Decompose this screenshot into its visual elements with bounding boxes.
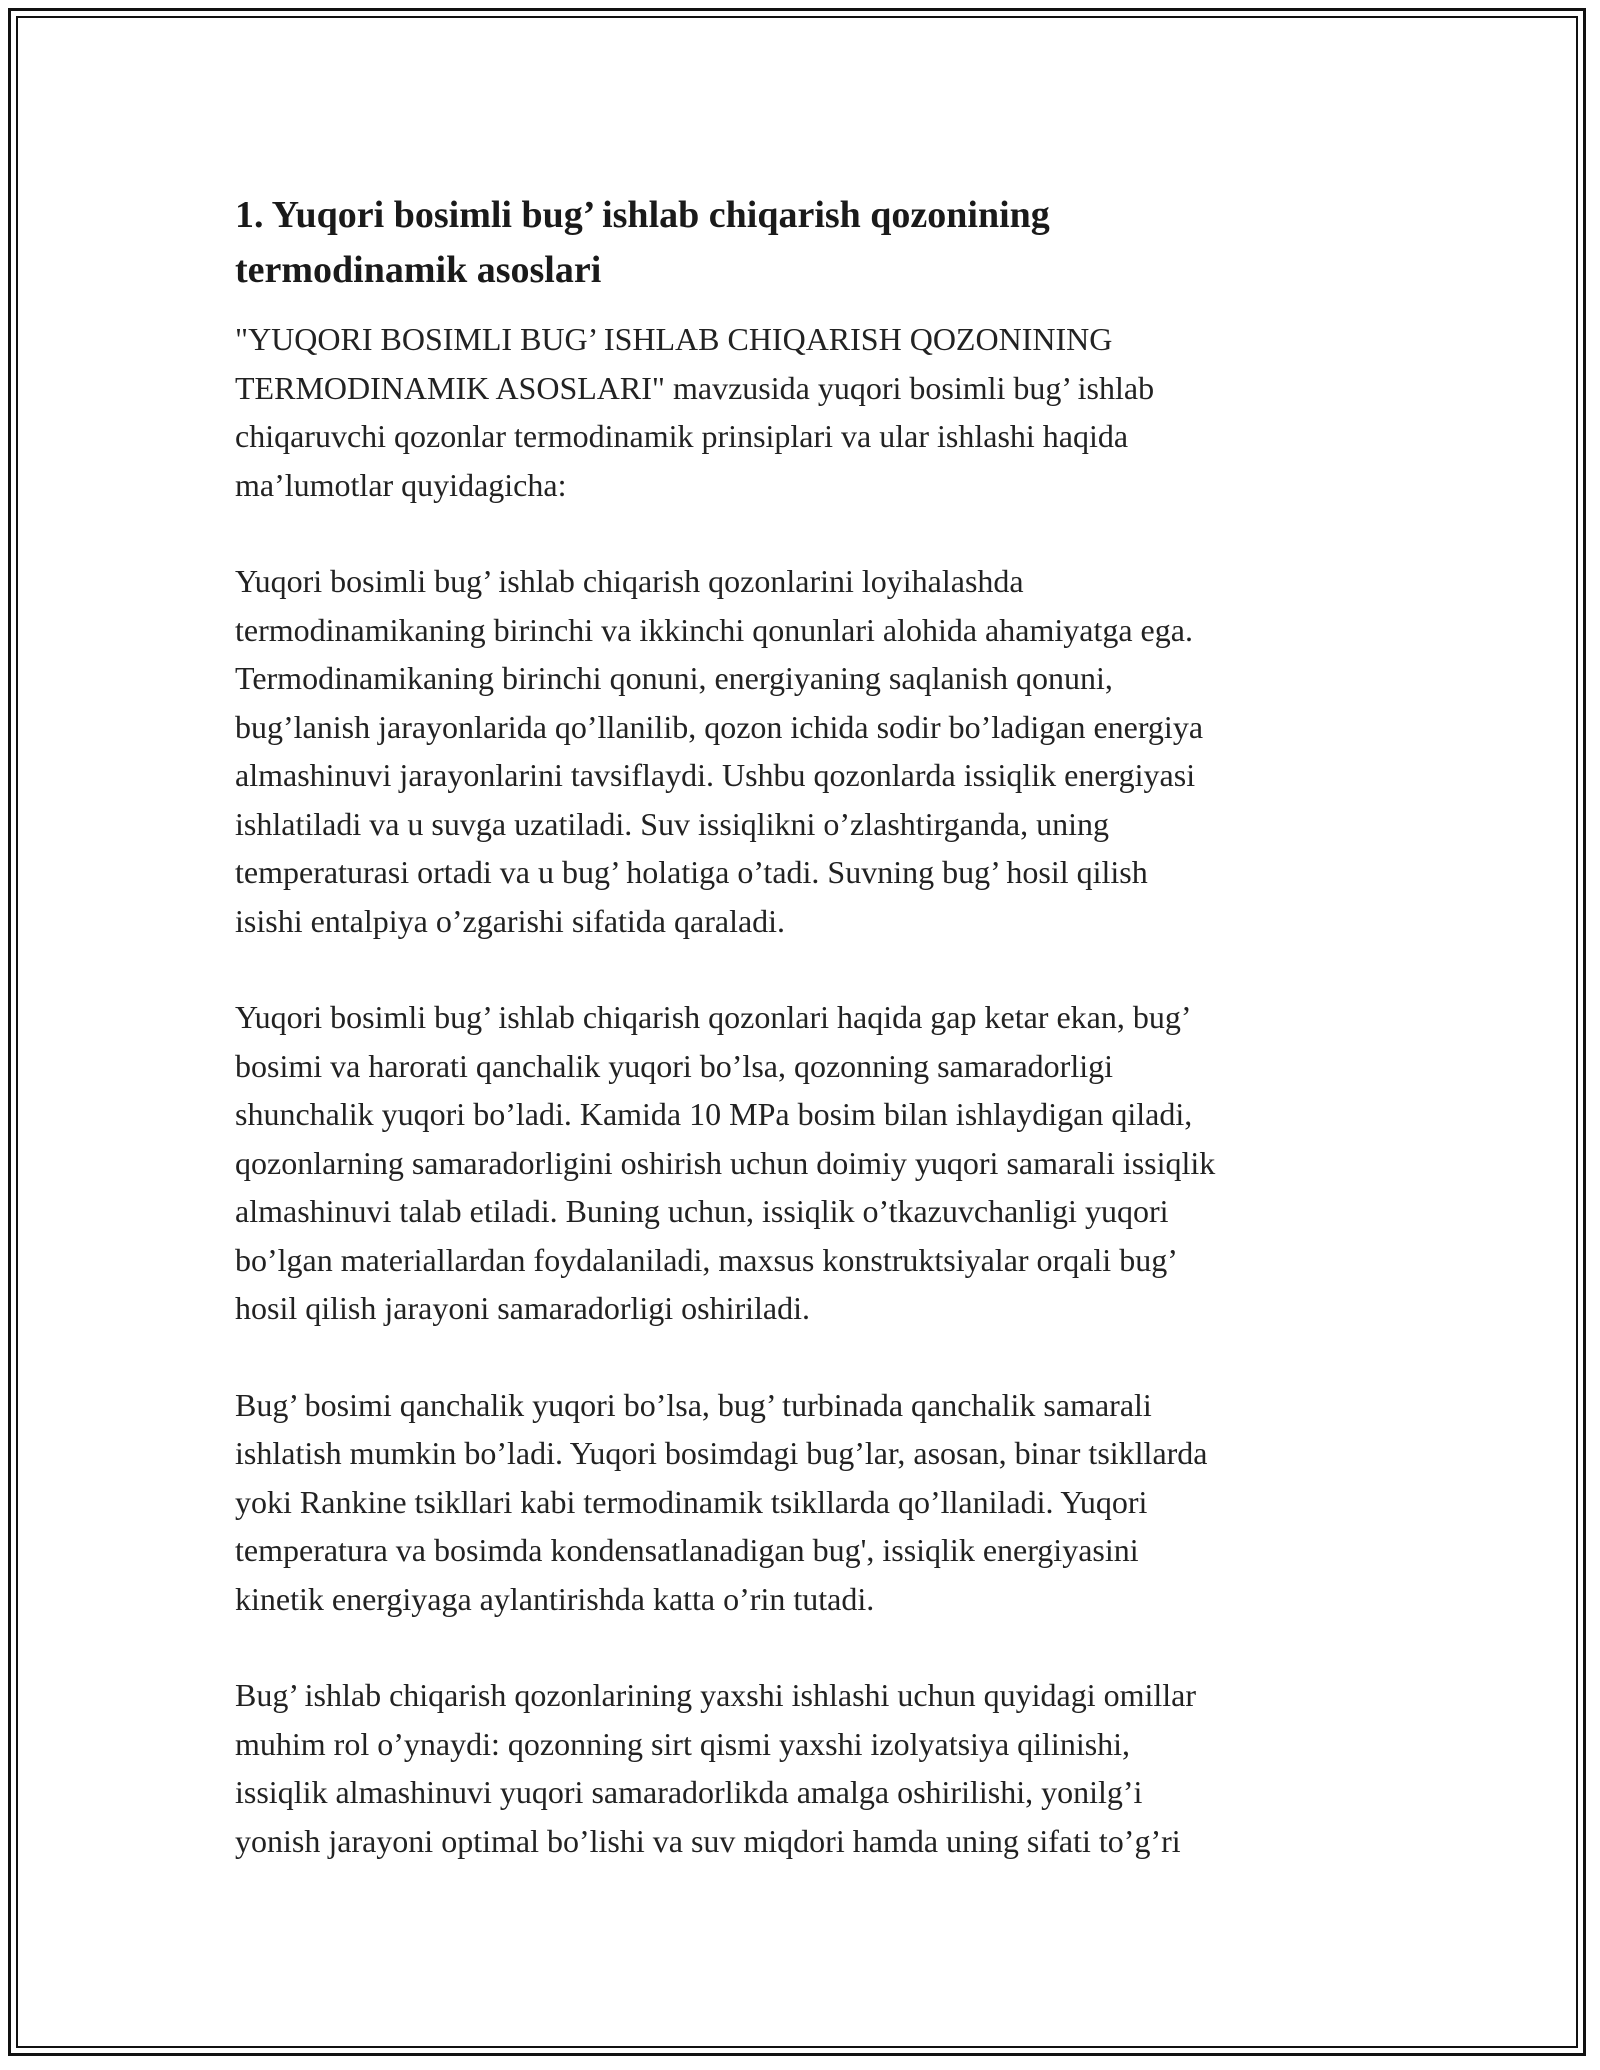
paragraph-line: Bug’ bosimi qanchalik yuqori bo’lsa, bug’ turbinada qanchalik samarali [235,1386,1152,1423]
paragraph-line: bo’lgan materiallardan foydalaniladi, maxsus konstruktsiyalar orqali bug’ [235,1241,1178,1278]
paragraph-line: shunchalik yuqori bo’ladi. Kamida 10 MPa bosim bilan ishlaydigan qiladi, [235,1096,1193,1132]
paragraph-line: bosimi va harorati qanchalik yuqori bo’lsa, qozonning samaradorligi [235,1047,1113,1084]
heading-line: 1. Yuqori bosimli bug’ ishlab chiqarish qozonining [235,194,1050,236]
paragraph-line: termodinamikaning birinchi va ikkinchi qonunlari alohida ahamiyatga ega. [235,611,1193,648]
paragraph-line: almashinuvi jarayonlarini tavsiflaydi. Ushbu qozonlarda issiqlik energiyasi [235,757,1196,793]
paragraph-line: temperatura va bosimda kondensatlanadigan bug', issiqlik energiyasini [235,1532,1139,1568]
paragraphs-container [235,315,1375,1865]
paragraph-line: hosil qilish jarayoni samaradorligi oshiriladi. [235,1290,811,1326]
paragraph-line: yonish jarayoni optimal bo’lishi va suv miqdori hamda uning sifati to’g’ri [235,1822,1181,1859]
paragraph-line: Termodinamikaning birinchi qonuni, energiyaning saqlanish qonuni, [235,660,1113,696]
paragraph-line: ishlatish mumkin bo’ladi. Yuqori bosimdagi bug’lar, asosan, binar tsikllarda [235,1435,1208,1471]
paragraph-line: Bug’ ishlab chiqarish qozonlarining yaxshi ishlashi uchun quyidagi omillar [235,1677,1197,1713]
paragraph-line: Yuqori bosimli bug’ ishlab chiqarish qozonlarini loyihalashda [235,563,1024,599]
heading-line: termodinamik asoslari [235,249,602,291]
paragraph-line: qozonlarning samaradorligini oshirish uchun doimiy yuqori samarali issiqlik [235,1144,1216,1181]
paragraph-line: yoki Rankine tsikllari kabi termodinamik tsikllarda qo’llaniladi. Yuqori [235,1483,1148,1520]
paragraph-line: issiqlik almashinuvi yuqori samaradorlikda amalga oshirilishi, yonilg’i [235,1774,1143,1810]
paragraph-line: almashinuvi talab etiladi. Buning uchun, issiqlik o’tkazuvchanligi yuqori [235,1193,1169,1229]
paragraph-line: bug’lanish jarayonlarida qo’llanilib, qozon ichida sodir bo’ladigan energiya [235,708,1204,745]
paragraph-line: temperaturasi ortadi va u bug’ holatiga o’tadi. Suvning bug’ hosil qilish [235,854,1148,890]
paragraph-line: "YUQORI BOSIMLI BUG’ ISHLAB CHIQARISH QOZONINING [235,321,1113,357]
paragraph-line: ma’lumotlar quyidagicha: [235,466,567,503]
paragraph-line: TERMODINAMIK ASOSLARI" mavzusida yuqori bosimli bug’ ishlab [235,369,1155,406]
paragraph-line: Yuqori bosimli bug’ ishlab chiqarish qozonlari haqida gap ketar ekan, bug’ [235,999,1192,1035]
paragraph-4 [235,1381,1375,1624]
paragraph-3 [235,993,1375,1333]
paragraph-line: kinetik energiyaga aylantirishda katta o’rin tutadi. [235,1580,875,1617]
paragraph-line: muhim rol o’ynaydi: qozonning sirt qismi yaxshi izolyatsiya qilinishi, [235,1725,1131,1762]
paragraph-line: chiqaruvchi qozonlar termodinamik prinsiplari va ular ishlashi haqida [235,418,1129,454]
document-body [235,188,1375,1865]
paragraph-1 [235,315,1375,509]
paragraph-5 [235,1671,1375,1865]
paragraph-line: isishi entalpiya o’zgarishi sifatida qaraladi. [235,902,786,939]
section-heading [235,188,1375,298]
paragraph-line: ishlatiladi va u suvga uzatiladi. Suv issiqlikni o’zlashtirganda, uning [235,805,1109,842]
paragraph-2 [235,557,1375,945]
